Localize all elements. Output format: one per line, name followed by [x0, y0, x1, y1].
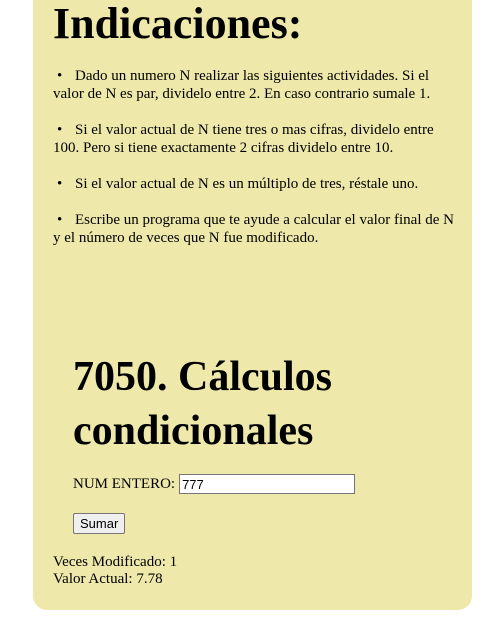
sumar-button[interactable]: Sumar	[73, 513, 125, 534]
instruction-item: • Si el valor actual de N es un múltiplo de tres, réstale uno.	[53, 175, 457, 193]
bullet-icon: •	[57, 122, 63, 138]
instructions-list	[53, 67, 457, 265]
times-modified-value: 1	[169, 554, 178, 570]
instruction-item: • Dado un numero N realizar las siguientes actividades. Si el valor de N es par, dividelo entre 2. En caso contrario sumale 1.	[53, 68, 431, 102]
current-value-value: 7.78	[136, 571, 163, 587]
num-entero-input[interactable]	[179, 474, 355, 494]
exercise-title: 7050. Cálculos condicionales	[73, 354, 333, 454]
instruction-item: • Si el valor actual de N tiene tres o mas cifras, dividelo entre 100. Pero si tiene exactamente 2 cifras dividelo entre 10.	[53, 122, 434, 156]
bullet-icon: •	[57, 176, 63, 192]
times-modified-row: Veces Modificado: 1	[53, 554, 178, 570]
current-value-row: Valor Actual: 7.78	[53, 571, 163, 587]
input-label: NUM ENTERO:	[73, 475, 176, 492]
input-row	[73, 474, 355, 494]
bullet-icon: •	[57, 212, 63, 228]
instruction-item: • Escribe un programa que te ayude a calcular el valor final de N y el número de veces que N fue modificado.	[53, 212, 454, 246]
bullet-icon: •	[57, 68, 63, 84]
instructions-heading: Indicaciones:	[53, 0, 303, 48]
results-block	[53, 554, 177, 588]
